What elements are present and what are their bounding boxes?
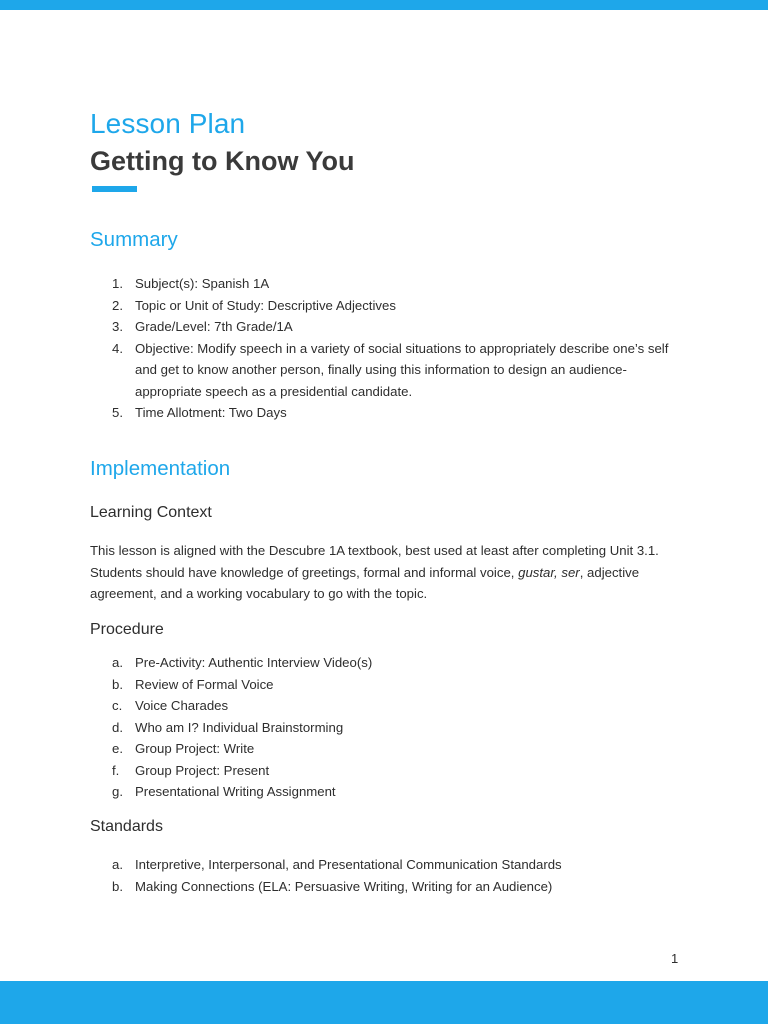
summary-item bbox=[90, 295, 680, 317]
summary-item bbox=[90, 273, 680, 295]
standards-heading: Standards bbox=[90, 818, 163, 835]
summary-item-text: Objective: Modify speech in a variety of social situations to appropriately describe one’s self and get to know another person, finally using this information to design an audience-appropriate speech as a presidential candidate. bbox=[135, 340, 669, 399]
summary-item-text: Topic or Unit of Study: Descriptive Adjectives bbox=[135, 297, 396, 313]
page-number: 1 bbox=[671, 951, 679, 966]
procedure-item-text: Group Project: Write bbox=[135, 741, 255, 756]
procedure-item-text: Group Project: Present bbox=[135, 762, 270, 778]
summary-item bbox=[90, 402, 680, 424]
list-marker: 2. bbox=[112, 297, 123, 313]
standards-item bbox=[90, 876, 680, 898]
summary-heading: Summary bbox=[90, 228, 178, 251]
learning-context-text: This lesson is aligned with the Descubre 1A textbook, best used at least after completing Unit 3.1. Students should have knowledge of greetings, formal and informal voice, bbox=[90, 543, 659, 580]
learning-context-italic-terms: gustar, ser bbox=[518, 564, 580, 580]
list-marker: 3. bbox=[112, 319, 123, 334]
procedure-item bbox=[90, 760, 680, 782]
procedure-item-text: Pre-Activity: Authentic Interview Video(s) bbox=[135, 655, 373, 670]
procedure-item bbox=[90, 652, 680, 674]
top-accent-bar bbox=[0, 0, 768, 10]
learning-context-heading: Learning Context bbox=[90, 504, 212, 521]
procedure-item-text: Who am I? Individual Brainstorming bbox=[135, 719, 344, 735]
bottom-accent-bar bbox=[0, 981, 768, 1024]
learning-context-text-end: , adjective agreement, and a working vocabulary to go with the topic. bbox=[90, 564, 640, 601]
summary-list bbox=[90, 273, 680, 424]
procedure-item bbox=[90, 674, 680, 696]
standards-list bbox=[90, 854, 680, 897]
procedure-item bbox=[90, 781, 680, 803]
procedure-item bbox=[90, 738, 680, 760]
list-marker: 4. bbox=[112, 340, 123, 356]
list-marker: e. bbox=[112, 741, 123, 756]
list-marker: f. bbox=[112, 762, 120, 778]
title-accent-rule bbox=[92, 186, 137, 192]
list-marker: 1. bbox=[112, 276, 123, 291]
summary-item-text: Grade/Level: 7th Grade/1A bbox=[135, 319, 293, 334]
summary-item bbox=[90, 338, 680, 403]
learning-context-paragraph bbox=[90, 540, 690, 605]
procedure-list bbox=[90, 652, 680, 803]
summary-item-text: Subject(s): Spanish 1A bbox=[135, 276, 270, 291]
summary-item-text: Time Allotment: Two Days bbox=[135, 405, 287, 420]
document-type-label: Lesson Plan bbox=[90, 108, 246, 139]
procedure-item-text: Presentational Writing Assignment bbox=[135, 784, 336, 799]
procedure-item-text: Voice Charades bbox=[135, 698, 229, 713]
list-marker: b. bbox=[112, 878, 123, 894]
procedure-item-text: Review of Formal Voice bbox=[135, 676, 274, 692]
procedure-item bbox=[90, 717, 680, 739]
implementation-heading: Implementation bbox=[90, 457, 231, 480]
standards-item-text: Interpretive, Interpersonal, and Presentational Communication Standards bbox=[135, 857, 562, 872]
document-title: Getting to Know You bbox=[90, 146, 355, 176]
standards-item-text: Making Connections (ELA: Persuasive Writing, Writing for an Audience) bbox=[135, 878, 553, 894]
list-marker: b. bbox=[112, 676, 123, 692]
standards-item bbox=[90, 854, 680, 876]
procedure-heading: Procedure bbox=[90, 621, 164, 638]
list-marker: g. bbox=[112, 784, 123, 799]
list-marker: c. bbox=[112, 698, 123, 713]
list-marker: 5. bbox=[112, 405, 123, 420]
summary-item bbox=[90, 316, 680, 338]
procedure-item bbox=[90, 695, 680, 717]
list-marker: a. bbox=[112, 655, 123, 670]
list-marker: d. bbox=[112, 719, 123, 735]
list-marker: a. bbox=[112, 857, 123, 872]
